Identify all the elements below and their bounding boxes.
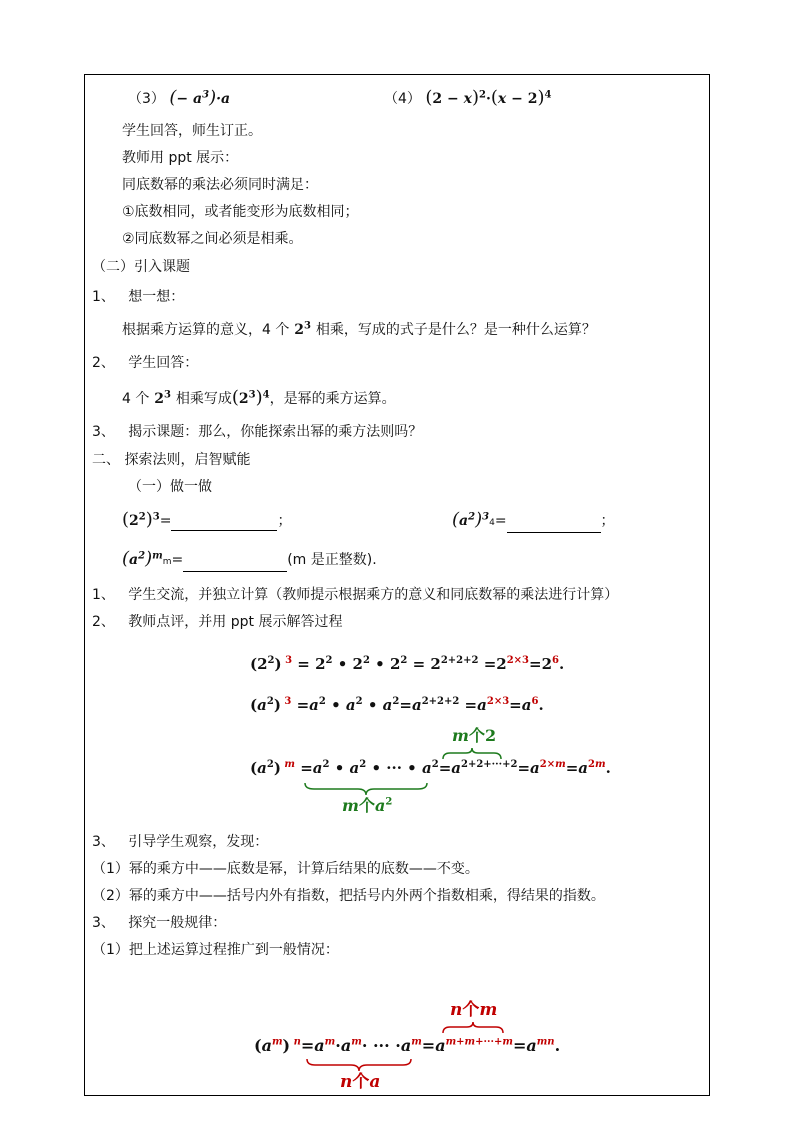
brace-top-label-1: m个2 (452, 726, 497, 745)
exercise-4 (384, 88, 552, 109)
explore-heading: 二、 探索法则，启智赋能 (92, 452, 251, 468)
brace-bottom-label-general: n个a (340, 1072, 381, 1092)
brace-top-label-general: n个m (450, 1000, 498, 1020)
blank-row-2: $(a^2)^mm= (m$ 是正整数). (122, 549, 377, 572)
review-p1: 学生回答，师生订正。 (122, 123, 262, 139)
observe-p3: （1）把上述运算过程推广到一般情况： (92, 942, 339, 958)
derivation-line-3: $(a^2)$ $^m =a^2$ • $a^2$ • ··· • $a^2=a^{2+2+\cdot\cdot\cdot+2}=a^{2\times m}=a^{2m}$. (250, 759, 611, 777)
intro-question: 根据乘方运算的意义，4 个 $2^3$ 相乘，写成的式子是什么？是一种什么运算？ (122, 320, 596, 338)
step-text: 引导学生观察，发现： (128, 834, 269, 850)
brace-bottom-general (306, 1058, 412, 1072)
intro-answer: 4 个 $2^3$ 相乘写成$(2^3)^4$，是幂的乘方运算。 (122, 387, 396, 408)
step-text: 想一想： (128, 289, 185, 305)
exercise-4-label: （4） (384, 91, 421, 107)
step-text: 揭示课题：那么，你能探索出幂的乘方法则吗？ (128, 424, 423, 440)
step-text: 探究一般规律： (128, 915, 227, 931)
review-p5: ②同底数幂之间必须是相乘。 (122, 231, 303, 247)
observe-step-3b (92, 913, 226, 933)
step-number: 1、 (92, 289, 115, 305)
step-number: 3、 (92, 424, 115, 440)
derivation-line-1: $(2^2) ^3 = 2^2$ • $2^2$ • $2^2 = 2^{2+2+2} =2^{2\times 3}=2^6$. (250, 655, 565, 673)
observe-step-3 (92, 832, 268, 852)
review-p3: 同底数幂的乘法必须同时满足： (122, 177, 318, 193)
exercise-3-label: （3） (128, 91, 165, 107)
observe-p2: （2）幂的乘方中——括号内外有指数，把括号内外两个指数相乘，得结果的指数。 (92, 888, 605, 904)
brace-top-general (442, 1022, 504, 1034)
general-formula: $(a^m)$ $^n=a^m\cdot a^m\cdot$ ··· $\cdot a^m=a^{m+m+\cdot\cdot\cdot+m}=a^{mn}$. (254, 1036, 561, 1055)
exercise-3 (128, 88, 230, 109)
review-p4: ①底数相同，或者能变形为底数相同； (122, 204, 359, 220)
brace-bottom-label-1: m个$a^2$ (342, 796, 393, 815)
answer-blank[interactable] (183, 557, 287, 572)
brace-bottom-1 (304, 782, 428, 796)
intro-heading: （二）引入课题 (92, 259, 190, 275)
intro-step-1 (92, 287, 184, 307)
blank-row-1-left: $(2^2)^3=$ ； (122, 509, 292, 530)
explore-subheading: （一）做一做 (128, 479, 212, 495)
intro-step-2 (92, 353, 198, 373)
step-text: 学生交流，并独立计算（教师提示根据乘方的意义和同底数幂的乘法进行计算） (128, 587, 619, 603)
answer-blank[interactable] (171, 516, 277, 531)
step-number: 2、 (92, 614, 115, 630)
explore-step-2 (92, 612, 342, 632)
step-number: 2、 (92, 355, 115, 371)
review-p2: 教师用 ppt 展示： (122, 150, 239, 166)
step-number: 3、 (92, 834, 115, 850)
step-text: 学生回答： (128, 355, 199, 371)
intro-step-3 (92, 422, 422, 442)
exercise-4-formula: $(2 - x)^2\cdot(x - 2)^4$ (425, 87, 552, 108)
explore-step-1 (92, 585, 618, 605)
derivation-line-2: $(a^2)$ $^3 =a^2$ • $a^2$ • $a^2=a^{2+2+2} =a^{2\times 3}=a^6$. (250, 696, 544, 714)
step-number: 1、 (92, 587, 115, 603)
observe-p1: （1）幂的乘方中——底数是幂，计算后结果的底数——不变。 (92, 861, 479, 877)
step-text: 教师点评，并用 ppt 展示解答过程 (128, 614, 343, 630)
answer-blank[interactable] (507, 518, 601, 533)
exercise-3-formula: (− $a^3)\cdot a$ (169, 87, 231, 108)
blank-row-1-right: $(a^2)^34=$ ； (452, 510, 615, 533)
step-number: 3、 (92, 915, 115, 931)
